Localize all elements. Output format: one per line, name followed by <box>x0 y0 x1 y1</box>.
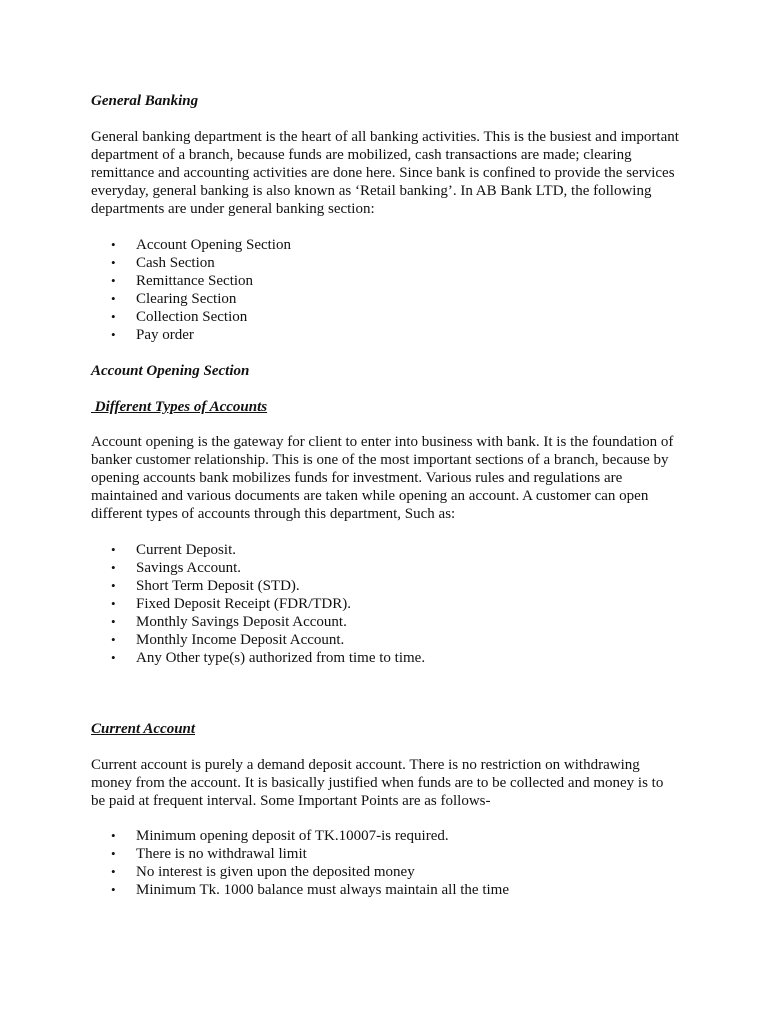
account-types-subheading: Different Types of Accounts <box>91 399 268 415</box>
list-item <box>91 326 681 344</box>
list-item-text: No interest is given upon the deposited money <box>136 864 415 880</box>
list-item-text: Clearing Section <box>136 291 237 307</box>
account-opening-heading: Account Opening Section <box>91 363 250 379</box>
list-item <box>91 863 681 881</box>
bullet-icon: • <box>111 578 116 593</box>
list-item <box>91 308 681 326</box>
list-item-text: Minimum opening deposit of TK.10007-is required. <box>136 828 449 844</box>
bullet-icon: • <box>111 309 116 324</box>
bullet-icon: • <box>111 864 116 879</box>
list-item-text: Current Deposit. <box>136 542 236 558</box>
list-item <box>91 845 681 863</box>
general-banking-paragraph: General banking department is the heart of all banking activities. This is the busiest and important department of a branch, because funds are mobilized, cash transactions are made; clearing remittance and accounting activities are done here. Since bank is confined to provide the services everyday, general banking is also known as ‘Retail banking’. In AB Bank LTD, the following departments are under general banking section: <box>91 129 679 217</box>
list-item <box>91 290 681 308</box>
list-item-text: Minimum Tk. 1000 balance must always maintain all the time <box>136 882 509 898</box>
list-item-text: Fixed Deposit Receipt (FDR/TDR). <box>136 596 351 612</box>
list-item-text: Collection Section <box>136 309 248 325</box>
bullet-icon: • <box>111 828 116 843</box>
general-banking-heading: General Banking <box>91 93 199 109</box>
bullet-icon: • <box>111 882 116 897</box>
list-item-text: Monthly Savings Deposit Account. <box>136 614 347 630</box>
bullet-icon: • <box>111 560 116 575</box>
list-item <box>91 254 681 272</box>
bullet-icon: • <box>111 650 116 665</box>
list-item-text: Pay order <box>136 327 194 343</box>
bullet-icon: • <box>111 327 116 342</box>
bullet-icon: • <box>111 632 116 647</box>
list-item <box>91 559 681 577</box>
list-item-text: There is no withdrawal limit <box>136 846 307 862</box>
bullet-icon: • <box>111 291 116 306</box>
list-item-text: Short Term Deposit (STD). <box>136 578 300 594</box>
list-item <box>91 595 681 613</box>
bullet-icon: • <box>111 237 116 252</box>
account-opening-paragraph: Account opening is the gateway for client to enter into business with bank. It is the foundation of banker customer relationship. This is one of the most important sections of a branch, because by opening accounts bank mobilizes funds for investment. Various rules and regulations are maintained and various documents are taken while opening an account. A customer can open different types of accounts through this department, Such as: <box>91 434 674 522</box>
bullet-icon: • <box>111 596 116 611</box>
general-banking-sections-list <box>91 236 681 344</box>
list-item-text: Any Other type(s) authorized from time to time. <box>136 650 426 666</box>
list-item-text: Account Opening Section <box>136 237 291 253</box>
current-account-points-list <box>91 827 681 899</box>
list-item <box>91 827 681 845</box>
bullet-icon: • <box>111 273 116 288</box>
list-item-text: Savings Account. <box>136 560 241 576</box>
bullet-icon: • <box>111 255 116 270</box>
current-account-heading: Current Account <box>91 721 196 737</box>
bullet-icon: • <box>111 846 116 861</box>
list-item <box>91 881 681 899</box>
list-item <box>91 649 681 667</box>
current-account-paragraph: Current account is purely a demand deposit account. There is no restriction on withdrawing money from the account. It is basically justified when funds are to be collected and money is to be paid at frequent interval. Some Important Points are as follows- <box>91 757 664 809</box>
list-item <box>91 577 681 595</box>
list-item-text: Cash Section <box>136 255 215 271</box>
list-item-text: Remittance Section <box>136 273 254 289</box>
list-item <box>91 541 681 559</box>
bullet-icon: • <box>111 542 116 557</box>
bullet-icon: • <box>111 614 116 629</box>
list-item <box>91 236 681 254</box>
account-types-list <box>91 541 681 667</box>
list-item <box>91 613 681 631</box>
list-item <box>91 272 681 290</box>
list-item-text: Monthly Income Deposit Account. <box>136 632 345 648</box>
list-item <box>91 631 681 649</box>
